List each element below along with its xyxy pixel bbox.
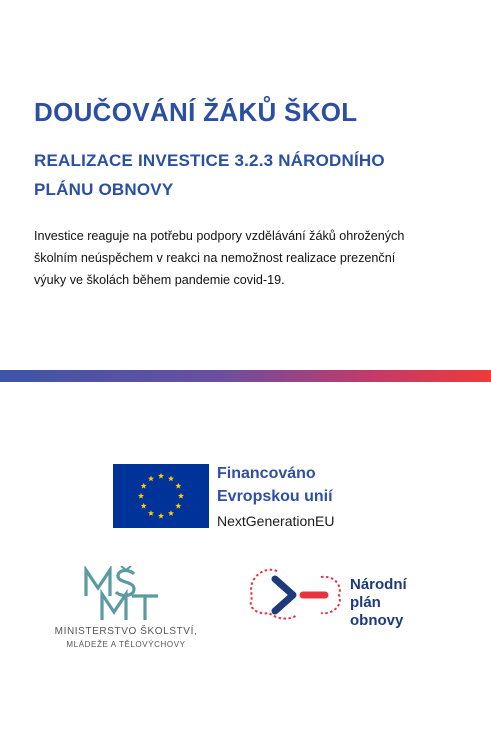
- npo-name-line: plán: [350, 594, 381, 611]
- subtitle-line: REALIZACE INVESTICE 3.2.3 NÁRODNÍHO: [34, 151, 385, 170]
- npo-name-line: obnovy: [350, 612, 404, 629]
- subtitle-line: PLÁNU OBNOVY: [34, 180, 174, 199]
- paragraph-line: školním neúspěchem v reakci na nemožnost realizace prezenční: [34, 251, 396, 265]
- eu-flag-logo: [113, 464, 209, 528]
- gradient-divider: [0, 370, 491, 382]
- npo-logo-mark: [247, 565, 347, 625]
- msmt-logo-mark: [82, 566, 170, 622]
- document-subtitle: [34, 146, 474, 204]
- npo-name-line: Národní: [350, 576, 407, 593]
- intro-paragraph: [34, 225, 464, 291]
- paragraph-line: výuky ve školách během pandemie covid-19.: [34, 273, 285, 287]
- eu-funding-line2: Evropskou unií: [217, 488, 333, 505]
- npo-name: [350, 576, 407, 630]
- eu-funding-line1: Financováno: [217, 465, 316, 482]
- paragraph-line: Investice reaguje na potřebu podpory vzdělávání žáků ohrožených: [34, 229, 405, 243]
- msmt-name-line2: MLÁDEŽE A TĚLOVÝCHOVY: [66, 640, 186, 649]
- msmt-name-line1: MINISTERSTVO ŠKOLSTVÍ,: [54, 626, 198, 637]
- document-title: DOUČOVÁNÍ ŽÁKŮ ŠKOL: [34, 97, 358, 127]
- eu-funding-line3: NextGenerationEU: [217, 513, 335, 529]
